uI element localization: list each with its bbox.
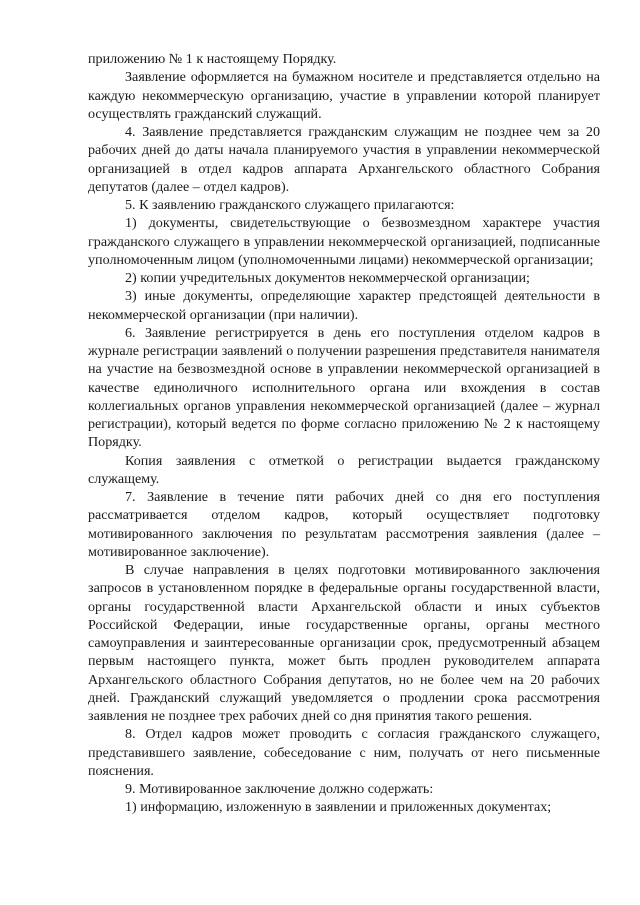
paragraph-item-6: 6. Заявление регистрируется в день его поступления отделом кадров в журнале регистрации заявлений о получении разрешения представителя нанимателя на участие на безвозмездной основе в управлении некоммерческой организацией в качестве единоличного исполнительного органа или вхождения в состав коллегиальных органов управления некоммерческой организацией (далее – журнал регистрации), который ведется по форме согласно приложению № 2 к настоящему Порядку. [88,324,600,451]
paragraph-application-format: Заявление оформляется на бумажном носителе и представляется отдельно на каждую некоммерческую организацию, участие в управлении которой планирует осуществлять гражданский служащий. [88,69,600,122]
list-item-5-1: 1) документы, свидетельствующие о безвозмездном характере участия гражданского служащего в управлении некоммерческой организацией, подписанные уполномоченным лицом (уполномоченными лицами) некоммерческой организации; [88,215,600,268]
paragraph-copy-issued: Копия заявления с отметкой о регистрации выдается гражданскому служащему. [88,452,600,487]
paragraph-item-7: 7. Заявление в течение пяти рабочих дней со дня его поступления рассматривается отделом кадров, который осуществляет подготовку мотивированного заключения по результатам рассмотрения заявления (далее – мотивированное заключение). [88,489,600,560]
document-page [88,50,600,817]
paragraph-extension: В случае направления в целях подготовки мотивированного заключения запросов в установленном порядке в федеральные органы государственной власти, органы государственной власти Архангельской области и иных субъектов Российской Федерации, иные государственные органы, органы местного самоуправления и заинтересованные организации срок, предусмотренный абзацем первым настоящего пункта, может быть продлен руководителем аппарата Архангельского областного Собрания депутатов, но не более чем на 20 рабочих дней. Гражданский служащий уведомляется о продлении срока рассмотрения заявления не позднее трех рабочих дней со дня принятия такого решения. [88,562,600,724]
paragraph-continuation: приложению № 1 к настоящему Порядку. [88,51,337,67]
paragraph-item-4: 4. Заявление представляется гражданским служащим не позднее чем за 20 рабочих дней до даты начала планируемого участия в управлении некоммерческой организацией в отдел кадров аппарата Архангельского областного Собрания депутатов (далее – отдел кадров). [88,124,600,195]
list-item-9-1: 1) информацию, изложенную в заявлении и приложенных документах; [125,799,552,816]
paragraph-item-8: 8. Отдел кадров может проводить с согласия гражданского служащего, представившего заявление, собеседование с ним, получать от него письменные пояснения. [88,726,600,779]
paragraph-item-5: 5. К заявлению гражданского служащего прилагаются: [125,197,455,213]
list-item-5-3: 3) иные документы, определяющие характер предстоящей деятельности в некоммерческой организации (при наличии). [88,288,600,323]
list-item-5-2: 2) копии учредительных документов некоммерческой организации; [125,270,530,286]
paragraph-item-9: 9. Мотивированное заключение должно содержать: [125,781,434,797]
